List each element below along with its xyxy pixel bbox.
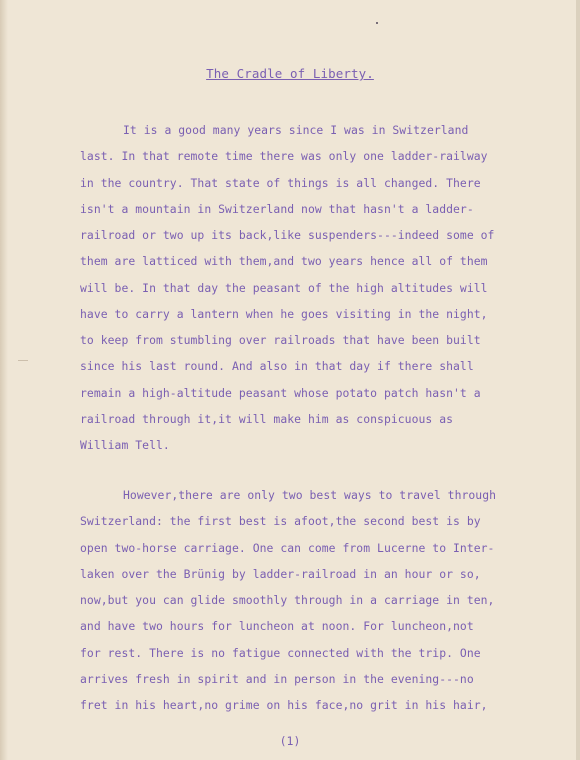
text-line: remain a high-altitude peasant whose potato patch hasn't a bbox=[80, 385, 481, 400]
text-line: have to carry a lantern when he goes visiting in the night, bbox=[80, 306, 488, 321]
text-line: However,there are only two best ways to travel through bbox=[123, 488, 497, 502]
page-number: (1) bbox=[279, 734, 301, 748]
document-title: The Cradle of Liberty. bbox=[206, 66, 374, 81]
text-line: will be. In that day the peasant of the high altitudes will bbox=[80, 280, 488, 295]
text-line: railroad through it,it will make him as conspicuous as bbox=[80, 411, 454, 426]
text-line: last. In that remote time there was only one ladder-railway bbox=[80, 149, 488, 164]
text-line: arrives fresh in spirit and in person in the evening---no bbox=[80, 671, 474, 686]
text-line: fret in his heart,no grime on his face,no grit in his hair, bbox=[80, 698, 488, 712]
page-right-edge bbox=[576, 0, 580, 760]
page-left-shadow bbox=[0, 0, 8, 760]
text-line: in the country. That state of things is all changed. There bbox=[80, 175, 481, 190]
text-line: laken over the Brünig by ladder-railroad in an hour or so, bbox=[80, 566, 481, 581]
text-line: isn't a mountain in Switzerland now that hasn't a ladder- bbox=[80, 201, 474, 216]
text-line: railroad or two up its back,like suspenders---indeed some of bbox=[80, 228, 495, 242]
paragraph-2 bbox=[80, 482, 538, 718]
ink-dot bbox=[376, 22, 378, 24]
text-line: for rest. There is no fatigue connected with the trip. One bbox=[80, 645, 481, 660]
paragraph-1 bbox=[80, 117, 538, 458]
text-line: and have two hours for luncheon at noon. For luncheon,not bbox=[80, 619, 474, 634]
text-line: open two-horse carriage. One can come from Lucerne to Inter- bbox=[80, 540, 495, 555]
text-line: It is a good many years since I was in Switzerland bbox=[123, 123, 469, 137]
text-line: Switzerland: the first best is afoot,the second best is by bbox=[80, 514, 481, 529]
margin-mark bbox=[18, 360, 28, 365]
text-line: William Tell. bbox=[80, 438, 170, 452]
text-line: to keep from stumbling over railroads that have been built bbox=[80, 333, 481, 347]
text-line: now,but you can glide smoothly through in a carriage in ten, bbox=[80, 593, 495, 607]
text-line: since his last round. And also in that day if there shall bbox=[80, 359, 474, 374]
text-line: them are latticed with them,and two years hence all of them bbox=[80, 254, 488, 269]
